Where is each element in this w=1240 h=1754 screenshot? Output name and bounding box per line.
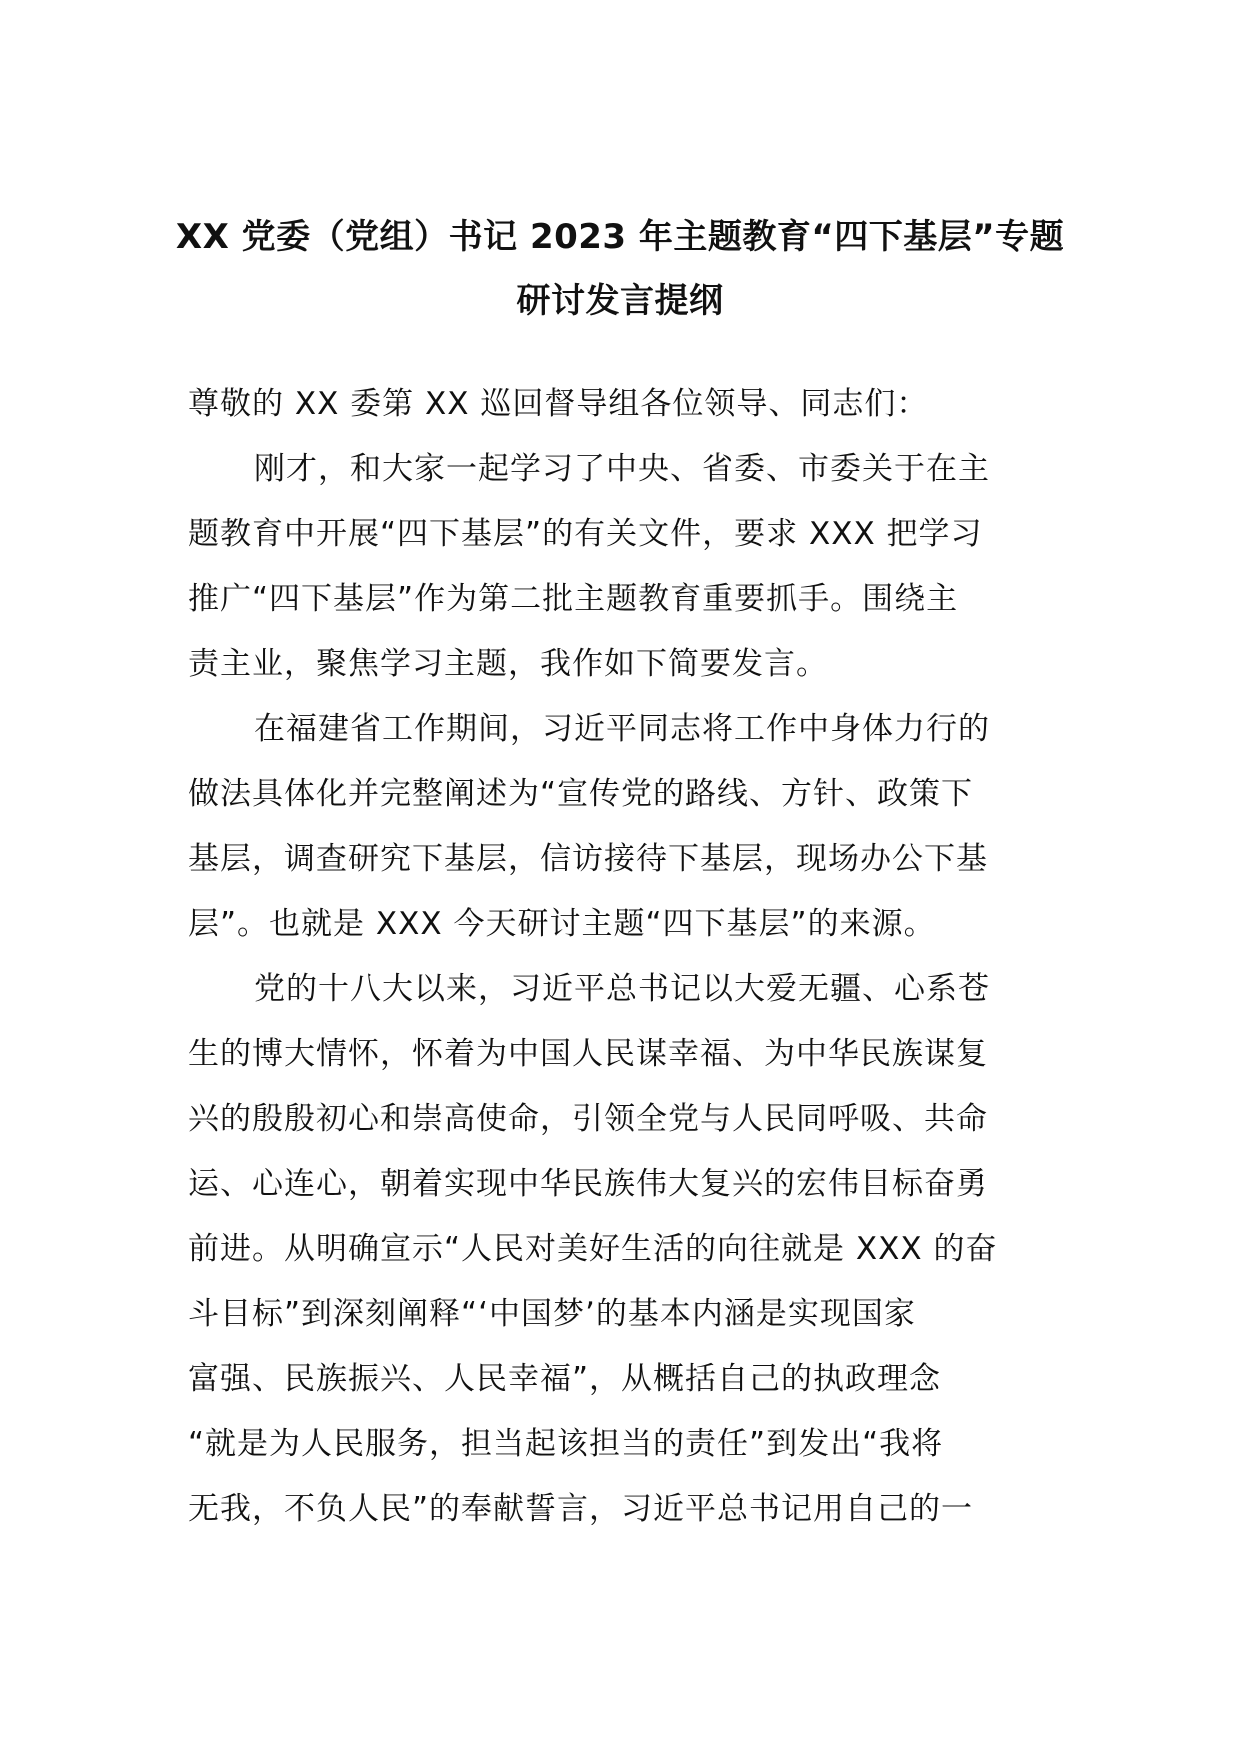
document-body xyxy=(188,372,1038,1542)
paragraph-3-line-4: 运、心连心，朝着实现中华民族伟大复兴的宏伟目标奋勇 xyxy=(188,1166,988,1202)
paragraph-3-line-8: “就是为人民服务，担当起该担当的责任”到发出“我将 xyxy=(188,1426,944,1462)
paragraph-1-line-2: 题教育中开展“四下基层”的有关文件，要求 XXX 把学习 xyxy=(188,516,983,552)
paragraph-3-line-2: 生的博大情怀，怀着为中国人民谋幸福、为中华民族谋复 xyxy=(188,1036,988,1072)
paragraph-3-line-3: 兴的殷殷初心和崇高使命，引领全党与人民同呼吸、共命 xyxy=(188,1101,988,1137)
paragraph-1-line-1: 刚才，和大家一起学习了中央、省委、市委关于在主 xyxy=(254,451,990,487)
title-line-1: XX 党委（党组）书记 2023 年主题教育“四下基层”专题 xyxy=(175,217,1065,257)
document-title xyxy=(160,205,1080,333)
paragraph-3-line-5: 前进。从明确宣示“人民对美好生活的向往就是 XXX 的奋 xyxy=(188,1231,998,1267)
paragraph-2-line-4: 层”。也就是 XXX 今天研讨主题“四下基层”的来源。 xyxy=(188,906,936,942)
paragraph-2-line-2: 做法具体化并完整阐述为“宣传党的路线、方针、政策下 xyxy=(188,776,974,812)
paragraph-3-line-9: 无我，不负人民”的奉献誓言，习近平总书记用自己的一 xyxy=(188,1491,974,1527)
title-line-2: 研讨发言提纲 xyxy=(516,281,724,321)
paragraph-1-line-4: 责主业，聚焦学习主题，我作如下简要发言。 xyxy=(188,646,828,682)
salutation-line: 尊敬的 XX 委第 XX 巡回督导组各位领导、同志们： xyxy=(188,386,929,422)
paragraph-1-line-3: 推广“四下基层”作为第二批主题教育重要抓手。围绕主 xyxy=(188,581,959,617)
paragraph-3-line-1: 党的十八大以来，习近平总书记以大爱无疆、心系苍 xyxy=(254,971,990,1007)
paragraph-3-line-7: 富强、民族振兴、人民幸福”，从概括自己的执政理念 xyxy=(188,1361,942,1397)
paragraph-2-line-3: 基层，调查研究下基层，信访接待下基层，现场办公下基 xyxy=(188,841,988,877)
paragraph-2-line-1: 在福建省工作期间，习近平同志将工作中身体力行的 xyxy=(254,711,990,747)
paragraph-3-line-6: 斗目标”到深刻阐释“‘中国梦’的基本内涵是实现国家 xyxy=(188,1296,916,1332)
